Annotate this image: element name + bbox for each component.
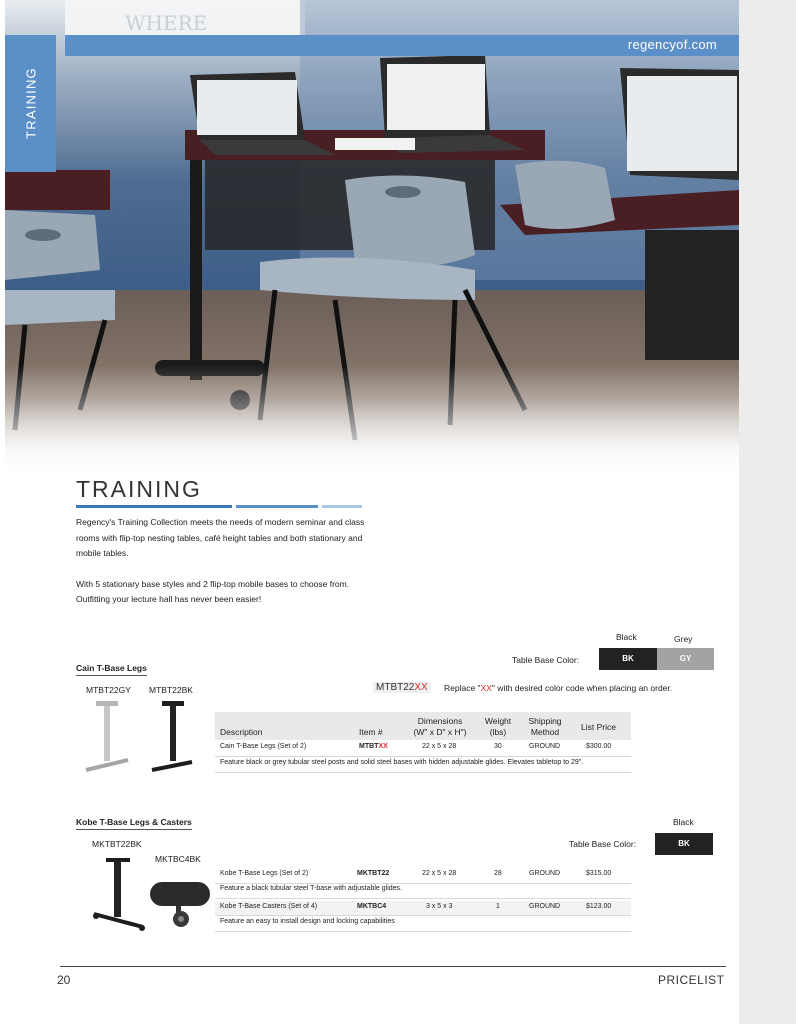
row-shipping: GROUND [529,903,561,910]
section-title-kobe: Kobe T-Base Legs & Casters [76,817,192,830]
intro-text [76,515,376,608]
header-weight [481,716,515,738]
replace-note-xx: XX [480,683,492,693]
header-shipping [525,716,565,738]
wall-text: WHERE [125,11,208,35]
table-base-color-label-2: Table Base Color: [569,839,637,849]
row-price: $300.00 [586,743,612,750]
row-note: Feature a black tubular steel T-base with adjustable glides. [220,885,402,892]
replace-note [444,683,672,693]
row-description: Cain T-Base Legs (Set of 2) [220,743,307,750]
row-weight: 1 [496,903,500,910]
product-code-black: MTBT22BK [149,685,193,695]
table-base-color-label: Table Base Color: [512,655,580,665]
color-head-grey: Grey [674,634,693,644]
color-head-black: Black [616,632,637,642]
page-number: 20 [57,973,71,987]
row-weight: 30 [494,743,502,750]
hero-fade [5,365,739,475]
header-price: List Price [581,722,616,732]
header-weight-label: Weight [484,716,512,726]
swatch-black-2[interactable]: BK [655,833,713,855]
row-dimensions: 3 x 5 x 3 [426,903,453,910]
row-item-placeholder: XX [378,743,388,750]
row-price: $315.00 [586,870,612,877]
replace-note-end: " with desired color code when placing an order. [491,683,673,693]
item-code-template [373,682,431,693]
product-code-grey: MTBT22GY [86,685,131,695]
swatch-grey[interactable]: GY [657,648,714,670]
row-description: Kobe T-Base Legs (Set of 2) [220,870,309,877]
table-row [215,743,631,757]
header-shipping-label: Shipping [528,716,562,726]
table-row [215,901,631,916]
color-head-black-2: Black [673,817,694,827]
product-code-casters: MKTBC4BK [155,854,201,864]
table-row-note [215,918,631,932]
table-row [215,870,631,884]
row-dimensions: 22 x 5 x 28 [422,870,457,877]
header-dimensions [413,716,467,738]
item-code-placeholder: XX [414,682,428,693]
section-title-cain: Cain T-Base Legs [76,663,147,676]
header-description: Description [220,727,263,737]
row-weight: 28 [494,870,502,877]
row-item [359,743,388,750]
cain-t-base-legs-image [82,698,202,778]
row-note: Feature black or grey tubular steel posts and solid steel bases with hidden adjustable glides. Elevates tabletop to 29". [220,759,584,766]
intro-paragraph-1: Regency's Training Collection meets the needs of modern seminar and class rooms with flip-top nesting tables, café height tables and both stationary and mobile tables. [76,517,365,559]
header-shipping-sub: Method [530,727,560,737]
row-item: MKTBT22 [357,870,390,877]
row-item-prefix: MTBT [359,743,379,750]
swatch-black[interactable]: BK [599,648,657,670]
hero-photo [5,0,739,475]
footer-divider [60,966,726,967]
section-side-tab [5,35,56,172]
header-dimensions-label: Dimensions [417,716,463,726]
footer-label: PRICELIST [658,973,725,987]
table-row-note [215,759,631,773]
row-item: MKTBC4 [357,903,387,910]
page-title: TRAINING [76,476,202,502]
row-shipping: GROUND [529,743,561,750]
replace-note-start: Replace " [444,683,481,693]
row-shipping: GROUND [529,870,561,877]
row-description: Kobe T-Base Casters (Set of 4) [220,903,318,910]
row-note: Feature an easy to install design and locking capabilities [220,918,395,925]
side-tab-label: TRAINING [23,67,39,139]
row-dimensions: 22 x 5 x 28 [422,743,457,750]
header-bar [65,35,739,56]
site-url[interactable]: regencyof.com [627,37,717,52]
item-code-prefix: MTBT22 [376,682,415,693]
header-item: Item # [359,727,383,737]
right-margin-strip [739,0,796,1024]
header-dimensions-sub: (W" x D" x H") [413,727,467,737]
row-price: $123.00 [586,903,612,910]
header-weight-sub: (lbs) [489,727,507,737]
intro-paragraph-2: With 5 stationary base styles and 2 flip-top mobile bases to choose from. Outfitting your lecture hall has never been easier! [76,578,350,605]
product-code-legs: MKTBT22BK [92,839,142,849]
kobe-t-base-and-casters-image [88,852,218,937]
table-header [215,712,631,740]
table-row-note [215,885,631,899]
